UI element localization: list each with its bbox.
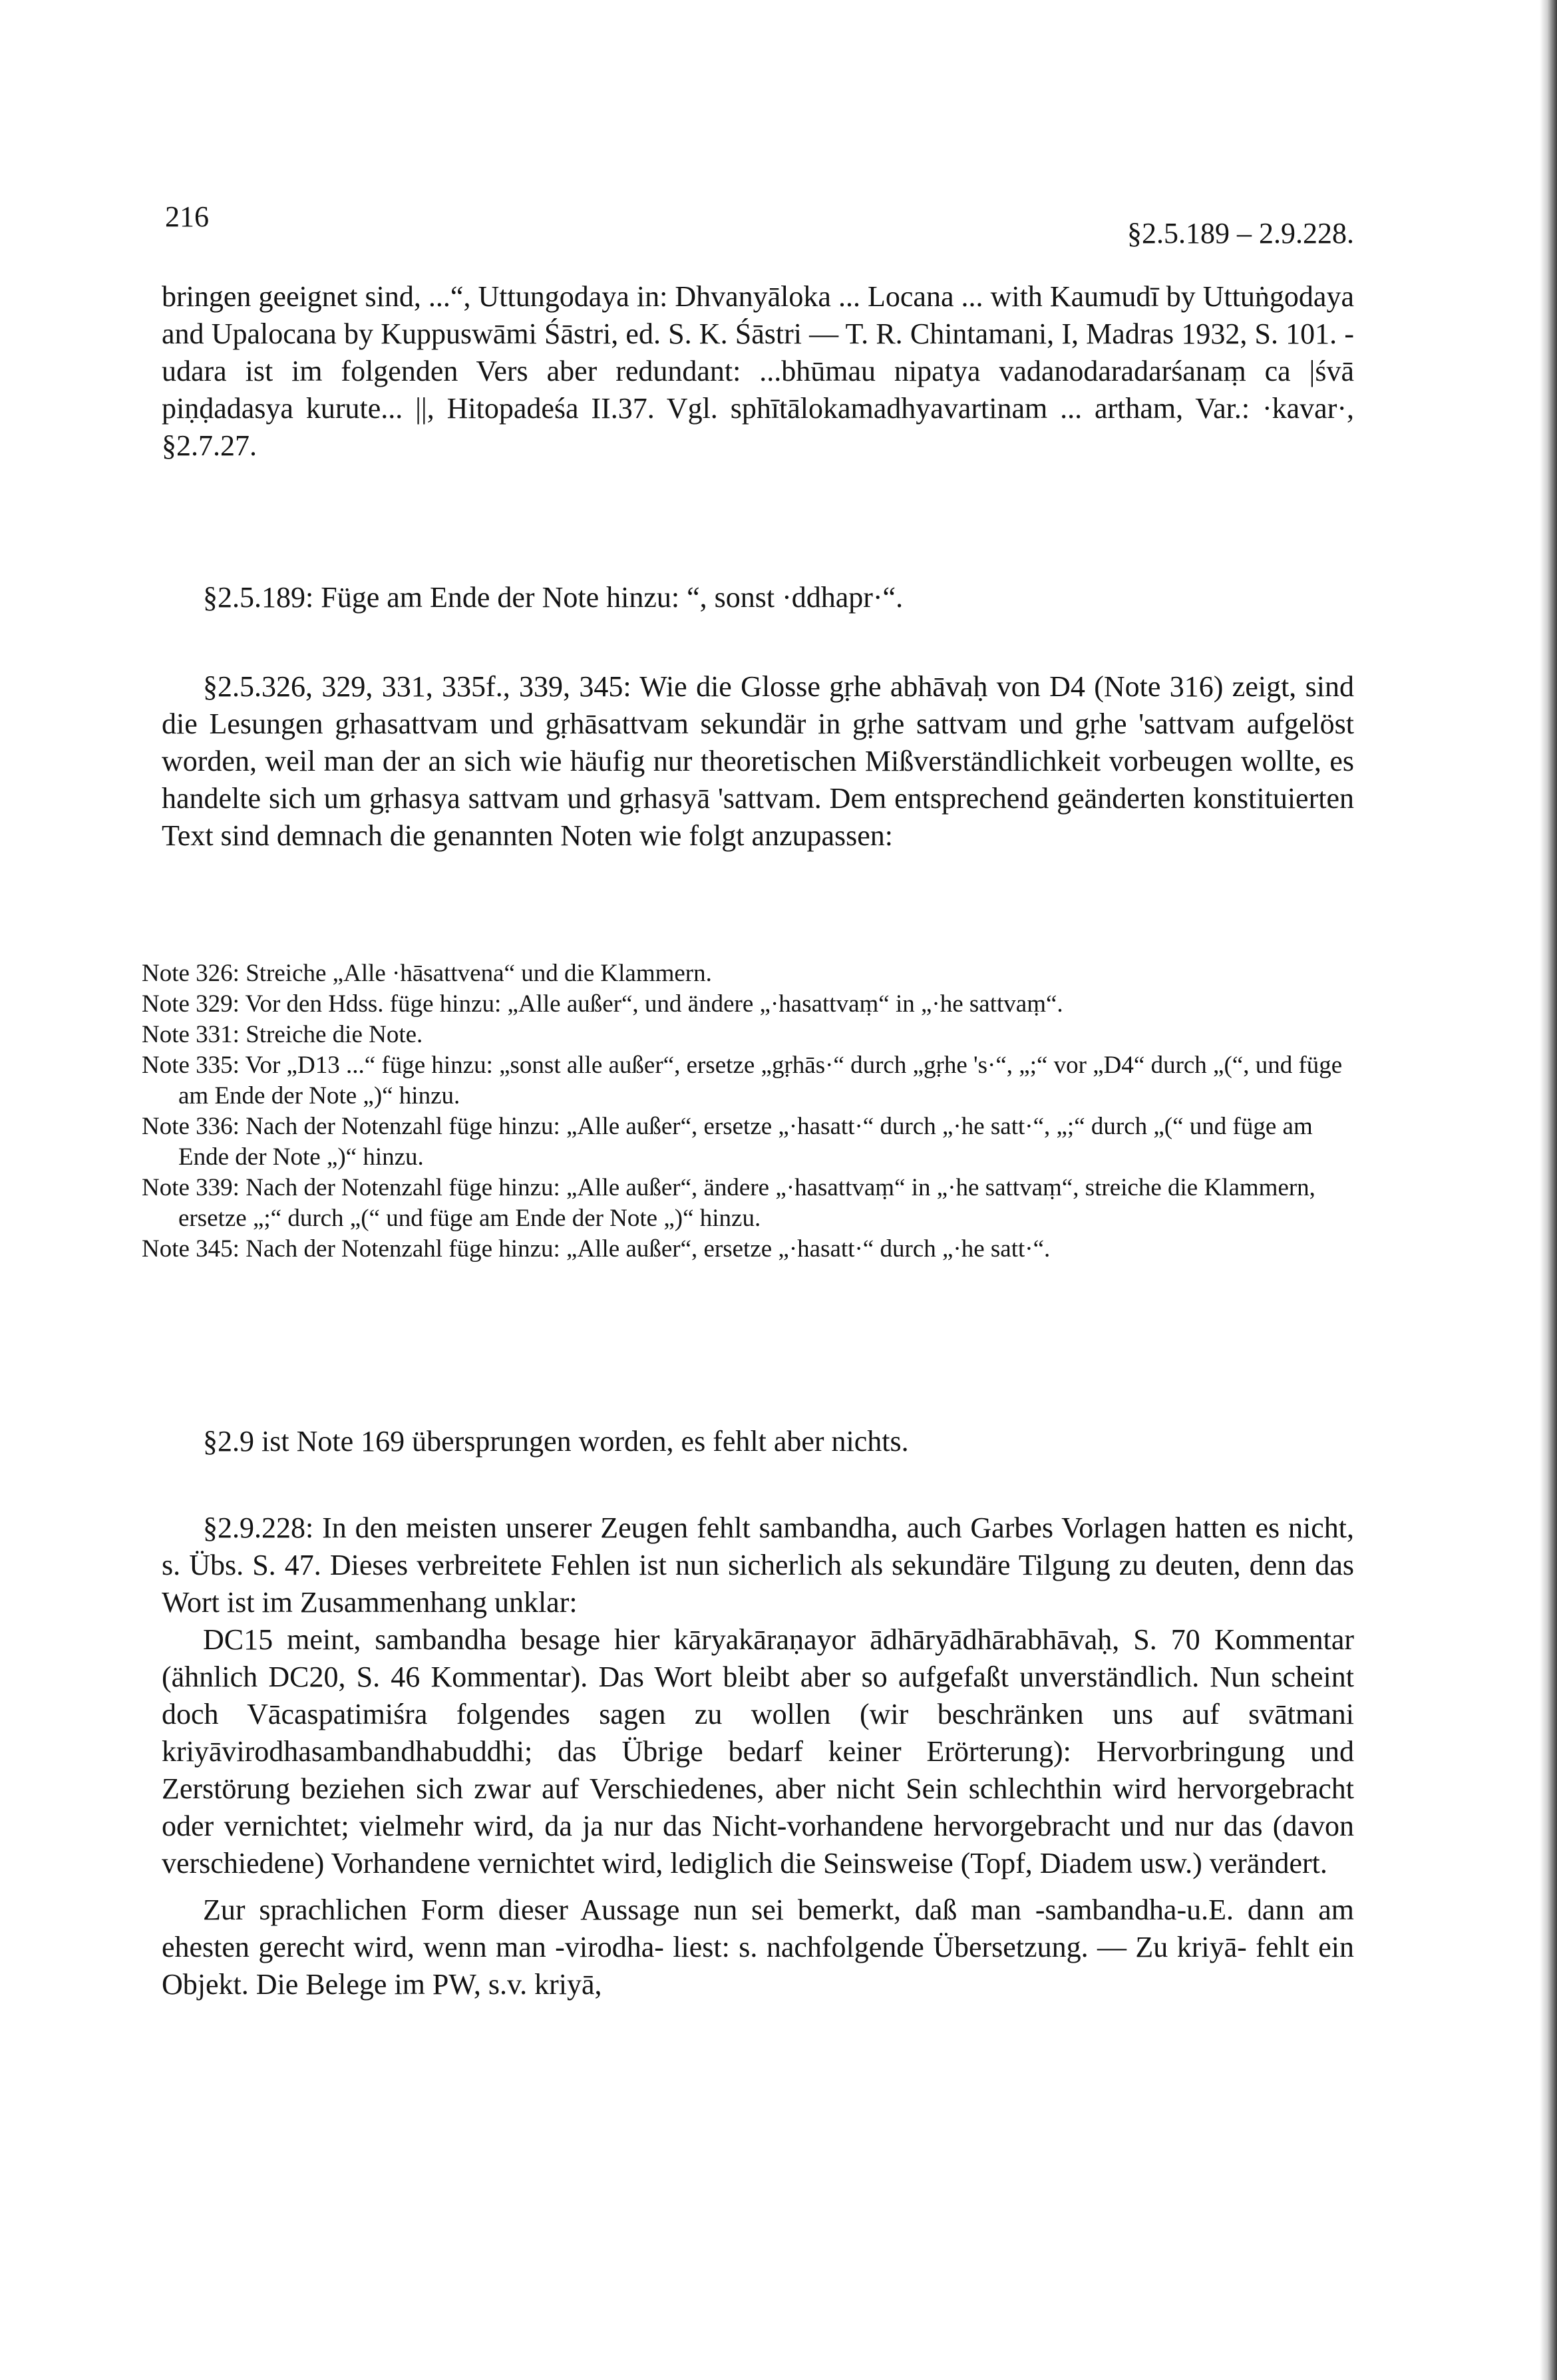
paragraph-text: §2.9.228: In den meisten unserer Zeugen fehlt sambandha, auch Garbes Vorlagen hatten es nicht, s. Übs. S. 47. Dieses verbreitete Fehlen ist nun sicherlich als sekundäre Tilgung zu deuten, denn das Wort ist im Zusammenhang unklar: xyxy=(162,1511,1354,1619)
paragraph-continuation xyxy=(162,278,1354,465)
note-item: Note 339: Nach der Notenzahl füge hinzu: „Alle außer“, ändere „·hasattvaṃ“ in „·he sattvaṃ“, streiche die Klammern, ersetze „;“ durch „(“ und füge am Ende der Note „)“ hinzu. xyxy=(142,1174,1315,1232)
notes-list xyxy=(142,958,1359,1265)
section-range-header: §2.5.189 – 2.9.228. xyxy=(1127,217,1354,250)
scan-edge-shadow xyxy=(1540,0,1557,2380)
paragraph-text: bringen geeignet sind, ...“, Uttungodaya in: Dhvanyāloka ... Locana ... with Kaumudī by Uttuṅgodaya and Upalocana by Kuppuswāmi Śāstri, ed. S. K. Śāstri — T. R. Chintamani, I, Madras 1932, S. 101. -udara ist im folgenden Vers aber redundant: ...bhūmau nipatya vadanodaradarśanaṃ ca |śvā piṇḍadasya kurute... ||, Hitopadeśa II.37. Vgl. sphītālokamadhyavartinam ... artham, Var.: ·kavar·, §2.7.27. xyxy=(162,280,1354,462)
page-number: 216 xyxy=(165,200,209,233)
paragraph-section-2-5-189 xyxy=(162,579,1354,616)
note-item: Note 329: Vor den Hdss. füge hinzu: „Alle außer“, und ändere „·hasattvaṃ“ in „·he sattvaṃ“. xyxy=(142,990,1063,1018)
paragraph-text: §2.5.326, 329, 331, 335f., 339, 345: Wie die Glosse gṛhe abhāvaḥ von D4 (Note 316) zeigt, sind die Lesungen gṛhasattvam und gṛhāsattvam sekundär in gṛhe sattvam und gṛhe 'sattvam aufgelöst worden, weil man der an sich wie häufig nur theoretischen Mißverständlichkeit vorbeugen wollte, es handelte sich um gṛhasya sattvam und gṛhasyā 'sattvam. Dem entsprechend geänderten konstituierten Text sind demnach die genannten Noten wie folgt anzupassen: xyxy=(162,670,1354,852)
note-item: Note 335: Vor „D13 ...“ füge hinzu: „sonst alle außer“, ersetze „gṛhās·“ durch „gṛhe 's·“, „;“ vor „D4“ durch „(“, und füge am Ende der Note „)“ hinzu. xyxy=(142,1052,1343,1109)
paragraph-text: §2.5.189: Füge am Ende der Note hinzu: “, sonst ·ddhapr·“. xyxy=(203,581,904,614)
paragraph-text: DC15 meint, sambandha besage hier kāryakāraṇayor ādhāryādhārabhāvaḥ, S. 70 Kommentar (ähnlich DC20, S. 46 Kommentar). Das Wort bleibt aber so aufgefaßt unverständlich. Nun scheint doch Vācaspatimiśra folgendes sagen zu wollen (wir beschränken uns auf svātmani kriyāvirodhasambandhabuddhi; das Übrige bedarf keiner Erörterung): Hervorbringung und Zerstörung beziehen sich zwar auf Verschiedenes, aber nicht Sein schlechthin wird hervorgebracht oder vernichtet; vielmehr wird, da ja nur das Nicht-vorhandene hervorgebracht und nur das (davon verschiedene) Vorhandene vernichtet wird, lediglich die Seinsweise (Topf, Diadem usw.) verändert. xyxy=(162,1623,1354,1880)
paragraph-section-2-5-326 xyxy=(162,668,1354,855)
paragraph-section-2-9 xyxy=(162,1423,1354,1460)
note-item: Note 326: Streiche „Alle ·hāsattvena“ und die Klammern. xyxy=(142,960,712,987)
paragraph-text: §2.9 ist Note 169 übersprungen worden, es fehlt aber nichts. xyxy=(203,1425,909,1458)
note-item: Note 336: Nach der Notenzahl füge hinzu: „Alle außer“, ersetze „·hasatt·“ durch „·he satt·“, „;“ durch „(“ und füge am Ende der Note „)“ hinzu. xyxy=(142,1113,1313,1171)
note-item: Note 345: Nach der Notenzahl füge hinzu: „Alle außer“, ersetze „·hasatt·“ durch „·he satt·“. xyxy=(142,1235,1051,1263)
paragraph-section-2-9-228 xyxy=(162,1509,1354,2003)
paragraph-text: Zur sprachlichen Form dieser Aussage nun sei bemerkt, daß man -sambandha-u.E. dann am ehesten gerecht wird, wenn man -virodha- liest: s. nachfolgende Übersetzung. — Zu kriyā- fehlt ein Objekt. Die Belege im PW, s.v. kriyā, xyxy=(162,1893,1354,2001)
note-item: Note 331: Streiche die Note. xyxy=(142,1021,423,1048)
